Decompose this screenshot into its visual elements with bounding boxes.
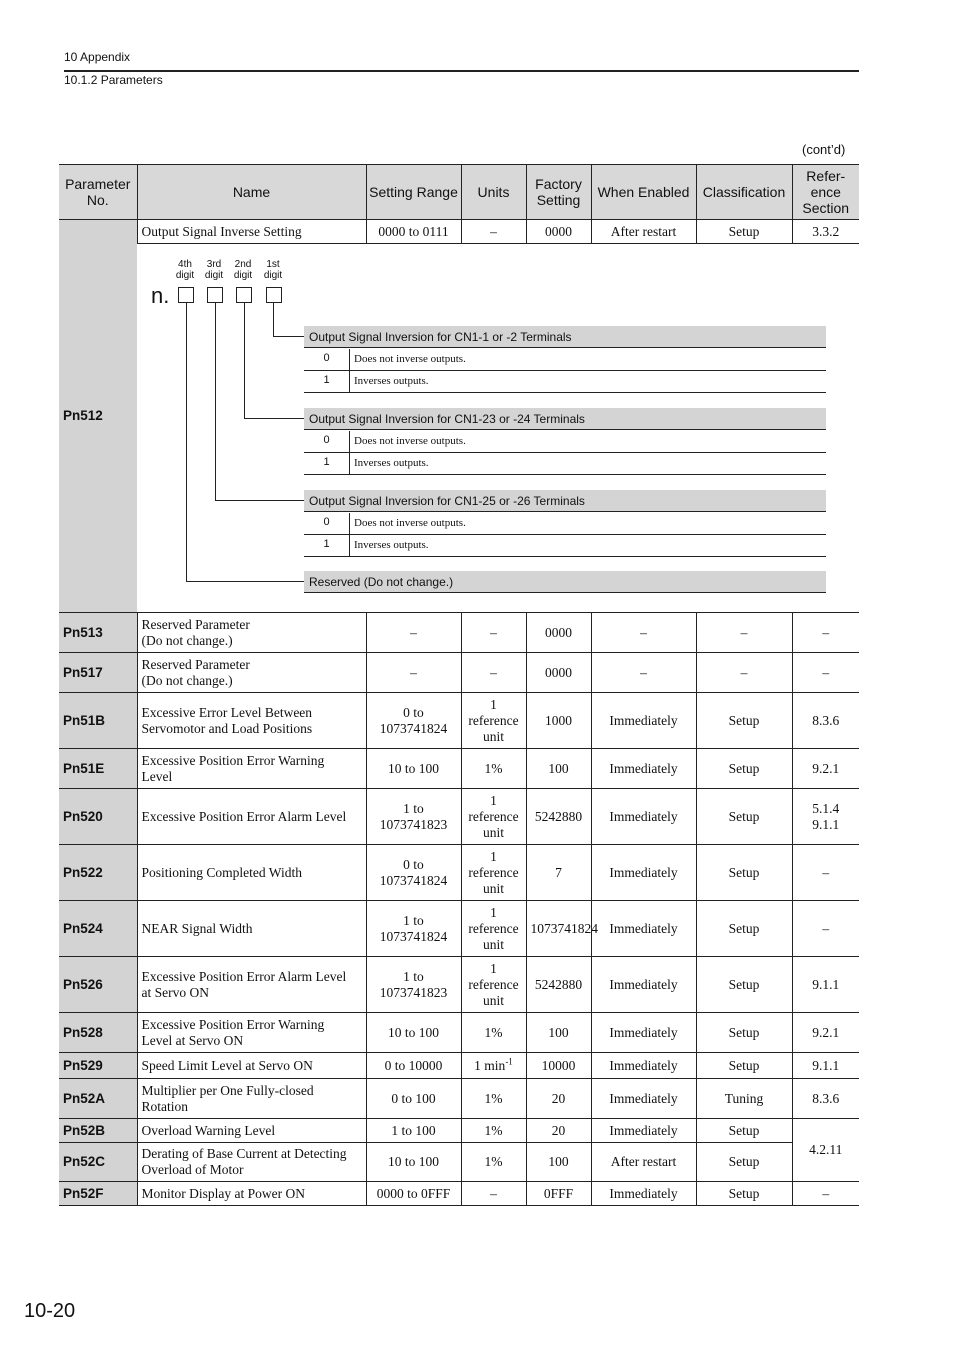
param-class: Setup	[696, 1053, 792, 1079]
connector-line	[273, 303, 274, 337]
group-title: Output Signal Inversion for CN1-1 or -2 Terminals	[304, 326, 826, 348]
param-class: Setup	[696, 749, 792, 789]
param-ref: 8.3.6	[792, 1079, 859, 1119]
param-no: Pn512	[59, 220, 137, 613]
connector-line	[273, 336, 304, 337]
param-factory: 0000	[526, 653, 591, 693]
col-header: Refer-ence Section	[792, 165, 859, 220]
param-units: 1%	[461, 1013, 526, 1053]
digit-box	[178, 287, 194, 303]
col-header: Setting Range	[366, 165, 461, 220]
param-range: 0000 to 0111	[366, 220, 461, 244]
param-units: 1 reference unit	[461, 693, 526, 749]
param-name: Derating of Base Current at Detecting Overload of Motor	[137, 1143, 366, 1182]
param-class: Setup	[696, 845, 792, 901]
param-class: Setup	[696, 901, 792, 957]
table-row	[59, 1053, 859, 1079]
param-factory: 1073741824	[526, 901, 591, 957]
param-factory: 0000	[526, 220, 591, 244]
option-desc: Does not inverse outputs.	[354, 435, 466, 447]
option-desc: Inverses outputs.	[354, 539, 429, 551]
option-desc: Does not inverse outputs.	[354, 517, 466, 529]
digit-label: 4th digit	[175, 259, 195, 281]
col-header: When Enabled	[591, 165, 696, 220]
param-name: Reserved Parameter (Do not change.)	[137, 613, 366, 653]
col-header: Units	[461, 165, 526, 220]
param-factory: 20	[526, 1079, 591, 1119]
connector-line	[215, 303, 216, 501]
param-name: Multiplier per One Fully-closed Rotation	[137, 1079, 366, 1119]
param-ref: –	[792, 1182, 859, 1206]
param-enabled: –	[591, 613, 696, 653]
param-no: Pn526	[59, 957, 137, 1013]
param-enabled: Immediately	[591, 1119, 696, 1143]
param-class: Setup	[696, 693, 792, 749]
param-class: Setup	[696, 1182, 792, 1206]
param-class: Setup	[696, 789, 792, 845]
param-units: 1 reference unit	[461, 845, 526, 901]
option-row	[304, 371, 826, 393]
digit-label: 1st digit	[263, 259, 283, 281]
param-enabled: Immediately	[591, 749, 696, 789]
param-ref: –	[792, 613, 859, 653]
param-class: Setup	[696, 1119, 792, 1143]
option-row	[304, 431, 826, 453]
param-range: 0 to 1073741824	[366, 693, 461, 749]
parameter-table	[59, 164, 859, 1206]
param-range: 1 to 1073741823	[366, 789, 461, 845]
param-no: Pn529	[59, 1053, 137, 1079]
param-factory: 100	[526, 1013, 591, 1053]
param-name: Output Signal Inverse Setting	[137, 220, 366, 244]
option-row	[304, 453, 826, 475]
param-no: Pn524	[59, 901, 137, 957]
table-row	[59, 789, 859, 845]
param-factory: 0000	[526, 613, 591, 653]
option-value: 1	[323, 538, 330, 550]
table-row	[59, 1119, 859, 1143]
param-name: Excessive Position Error Alarm Level	[137, 789, 366, 845]
param-units: –	[461, 1182, 526, 1206]
connector-line	[244, 418, 304, 419]
chapter-header: 10 Appendix	[64, 50, 131, 64]
param-name: NEAR Signal Width	[137, 901, 366, 957]
param-ref: –	[792, 653, 859, 693]
param-enabled: Immediately	[591, 901, 696, 957]
param-units: 1%	[461, 749, 526, 789]
table-row	[59, 1013, 859, 1053]
digit-box	[266, 287, 282, 303]
connector-line	[186, 303, 187, 582]
continued-label: (cont’d)	[802, 142, 846, 157]
table-row	[59, 1182, 859, 1206]
param-range: –	[366, 653, 461, 693]
param-name: Monitor Display at Power ON	[137, 1182, 366, 1206]
param-enabled: Immediately	[591, 693, 696, 749]
prefix-label: n.	[151, 283, 170, 308]
connector-line	[244, 303, 245, 419]
param-range: 0 to 10000	[366, 1053, 461, 1079]
param-range: –	[366, 613, 461, 653]
param-range: 1 to 1073741824	[366, 901, 461, 957]
param-no: Pn522	[59, 845, 137, 901]
param-name: Reserved Parameter (Do not change.)	[137, 653, 366, 693]
param-factory: 0FFF	[526, 1182, 591, 1206]
col-header: Classification	[696, 165, 792, 220]
param-units: –	[461, 220, 526, 244]
param-ref: 8.3.6	[792, 693, 859, 749]
param-enabled: –	[591, 653, 696, 693]
table-row	[59, 749, 859, 789]
option-desc: Inverses outputs.	[354, 375, 429, 387]
param-no: Pn528	[59, 1013, 137, 1053]
param-enabled: After restart	[591, 220, 696, 244]
param-factory: 1000	[526, 693, 591, 749]
param-range: 0 to 1073741824	[366, 845, 461, 901]
param-no: Pn51B	[59, 693, 137, 749]
param-class: Setup	[696, 957, 792, 1013]
param-enabled: Immediately	[591, 1079, 696, 1119]
digit-label: 3rd digit	[204, 259, 224, 281]
param-enabled: Immediately	[591, 1182, 696, 1206]
param-range: 10 to 100	[366, 749, 461, 789]
table-row	[59, 1143, 859, 1182]
param-enabled: Immediately	[591, 957, 696, 1013]
digit-label: 2nd digit	[233, 259, 253, 281]
param-ref: –	[792, 845, 859, 901]
param-range: 10 to 100	[366, 1143, 461, 1182]
param-no: Pn52A	[59, 1079, 137, 1119]
param-no: Pn513	[59, 613, 137, 653]
table-row	[59, 653, 859, 693]
table-header-row	[59, 165, 859, 220]
param-class: –	[696, 653, 792, 693]
param-enabled: After restart	[591, 1143, 696, 1182]
option-value: 0	[323, 516, 330, 528]
option-row	[304, 535, 826, 557]
param-no: Pn52B	[59, 1119, 137, 1143]
param-no: Pn520	[59, 789, 137, 845]
param-enabled: Immediately	[591, 789, 696, 845]
param-name: Excessive Position Error Warning Level	[137, 749, 366, 789]
param-no: Pn517	[59, 653, 137, 693]
param-units: 1 reference unit	[461, 957, 526, 1013]
param-class: Tuning	[696, 1079, 792, 1119]
col-header: Parameter No.	[59, 165, 137, 220]
param-range: 1 to 1073741823	[366, 957, 461, 1013]
param-factory: 5242880	[526, 957, 591, 1013]
digit-box	[236, 287, 252, 303]
diagram-row	[59, 244, 859, 613]
param-no: Pn52C	[59, 1143, 137, 1182]
reserved-band: Reserved (Do not change.)	[304, 571, 826, 593]
param-name: Excessive Error Level Between Servomotor and Load Positions	[137, 693, 366, 749]
param-ref: 9.1.1	[792, 957, 859, 1013]
param-ref: 9.2.1	[792, 749, 859, 789]
option-desc: Inverses outputs.	[354, 457, 429, 469]
param-class: Setup	[696, 1013, 792, 1053]
table-row	[59, 613, 859, 653]
param-factory: 20	[526, 1119, 591, 1143]
param-units: 1 reference unit	[461, 901, 526, 957]
header-rule	[64, 70, 859, 72]
param-units: –	[461, 613, 526, 653]
section-header: 10.1.2 Parameters	[64, 73, 163, 87]
param-name: Speed Limit Level at Servo ON	[137, 1053, 366, 1079]
param-name: Overload Warning Level	[137, 1119, 366, 1143]
param-class: Setup	[696, 220, 792, 244]
option-value: 1	[323, 374, 330, 386]
param-range: 0 to 100	[366, 1079, 461, 1119]
param-class: Setup	[696, 1143, 792, 1182]
param-factory: 5242880	[526, 789, 591, 845]
page-number: 10-20	[24, 1300, 76, 1322]
param-enabled: Immediately	[591, 845, 696, 901]
param-enabled: Immediately	[591, 1013, 696, 1053]
option-row	[304, 513, 826, 535]
table-row	[59, 693, 859, 749]
group-title: Output Signal Inversion for CN1-25 or -26 Terminals	[304, 490, 826, 512]
group-title: Output Signal Inversion for CN1-23 or -24 Terminals	[304, 408, 826, 430]
param-ref: 9.1.1	[792, 1053, 859, 1079]
col-header: Factory Setting	[526, 165, 591, 220]
col-header: Name	[137, 165, 366, 220]
param-ref: 9.2.1	[792, 1013, 859, 1053]
connector-line	[186, 581, 304, 582]
table-row	[59, 957, 859, 1013]
param-range: 10 to 100	[366, 1013, 461, 1053]
param-units: 1%	[461, 1143, 526, 1182]
param-units: 1%	[461, 1119, 526, 1143]
digit-box	[207, 287, 223, 303]
table-row	[59, 845, 859, 901]
option-value: 1	[323, 456, 330, 468]
table-row	[59, 901, 859, 957]
param-name: Excessive Position Error Alarm Level at Servo ON	[137, 957, 366, 1013]
param-factory: 100	[526, 749, 591, 789]
table-row	[59, 1079, 859, 1119]
param-enabled: Immediately	[591, 1053, 696, 1079]
param-name: Positioning Completed Width	[137, 845, 366, 901]
connector-line	[215, 500, 304, 501]
param-ref: 4.2.11	[792, 1119, 859, 1182]
param-units: 1%	[461, 1079, 526, 1119]
param-units: 1 reference unit	[461, 789, 526, 845]
option-value: 0	[323, 352, 330, 364]
param-ref: –	[792, 901, 859, 957]
param-factory: 100	[526, 1143, 591, 1182]
param-ref: 5.1.4 9.1.1	[792, 789, 859, 845]
param-no: Pn51E	[59, 749, 137, 789]
param-range: 0000 to 0FFF	[366, 1182, 461, 1206]
param-units: –	[461, 653, 526, 693]
param-ref: 3.3.2	[792, 220, 859, 244]
param-range: 1 to 100	[366, 1119, 461, 1143]
digit-diagram	[137, 244, 859, 613]
option-desc: Does not inverse outputs.	[354, 353, 466, 365]
option-row	[304, 349, 826, 371]
option-value: 0	[323, 434, 330, 446]
param-factory: 10000	[526, 1053, 591, 1079]
param-class: –	[696, 613, 792, 653]
param-factory: 7	[526, 845, 591, 901]
table-row	[59, 220, 859, 244]
param-name: Excessive Position Error Warning Level at Servo ON	[137, 1013, 366, 1053]
param-units: 1 $\min^{-1}$	[461, 1053, 526, 1079]
param-no: Pn52F	[59, 1182, 137, 1206]
